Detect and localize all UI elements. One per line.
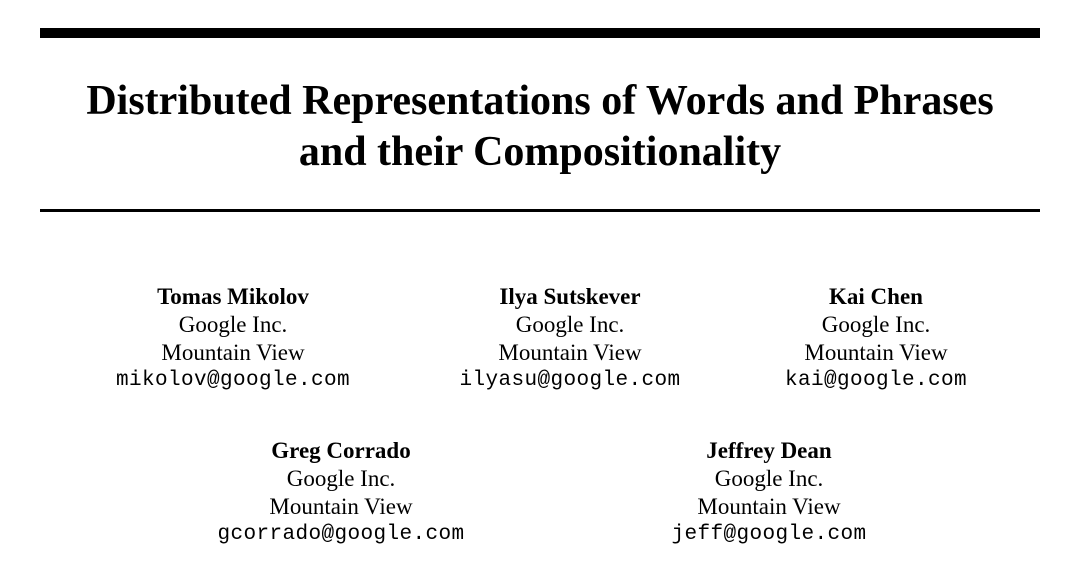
title-bottom-rule — [40, 209, 1040, 212]
author-affiliation: Google Inc. — [821, 312, 931, 337]
author-name: Tomas Mikolov — [157, 284, 309, 309]
author-name: Ilya Sutskever — [499, 284, 641, 309]
paper-title-line-1: Distributed Representations of Words and Phrases — [86, 78, 994, 124]
author-location: Mountain View — [804, 340, 948, 365]
author-location: Mountain View — [269, 494, 413, 519]
author-block-chen — [706, 283, 1046, 395]
author-affiliation: Google Inc. — [515, 312, 625, 337]
author-email: kai@google.com — [784, 369, 968, 392]
author-affiliation: Google Inc. — [714, 466, 824, 491]
author-email: jeff@google.com — [671, 523, 867, 546]
author-location: Mountain View — [697, 494, 841, 519]
author-email: mikolov@google.com — [115, 369, 351, 392]
paper-title — [40, 76, 1040, 178]
author-name: Kai Chen — [829, 284, 923, 309]
author-location: Mountain View — [498, 340, 642, 365]
author-email: ilyasu@google.com — [459, 369, 681, 392]
author-affiliation: Google Inc. — [286, 466, 396, 491]
author-block-mikolov — [63, 283, 403, 395]
author-email: gcorrado@google.com — [217, 523, 465, 546]
author-affiliation: Google Inc. — [178, 312, 288, 337]
author-name: Jeffrey Dean — [706, 438, 832, 463]
author-location: Mountain View — [161, 340, 305, 365]
author-block-dean — [599, 437, 939, 549]
author-name: Greg Corrado — [271, 438, 411, 463]
paper-title-line-2: and their Compositionality — [298, 129, 782, 175]
author-block-corrado — [171, 437, 511, 549]
author-block-sutskever — [400, 283, 740, 395]
title-top-rule — [40, 28, 1040, 38]
